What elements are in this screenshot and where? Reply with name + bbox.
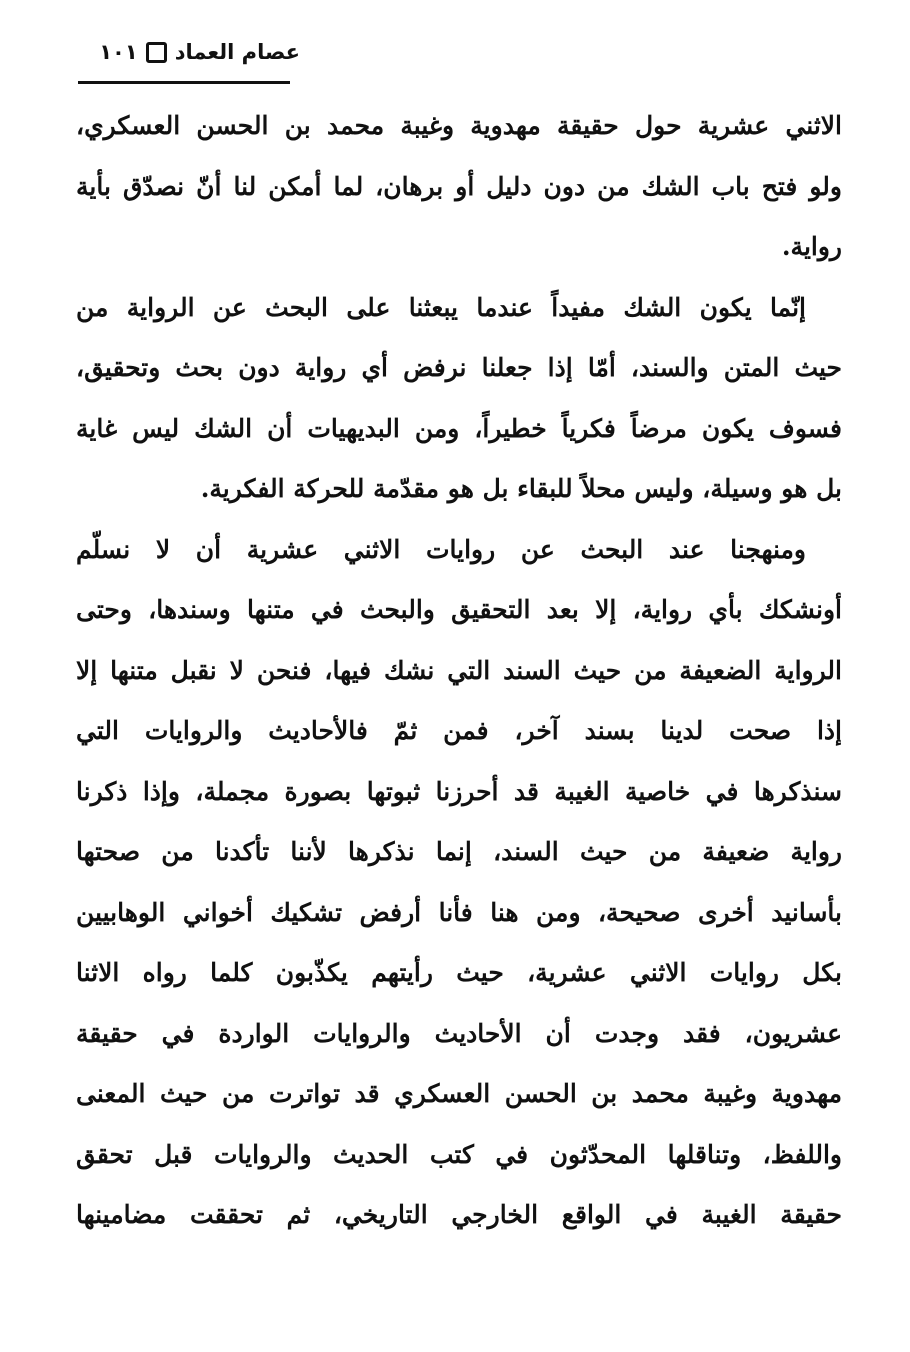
square-separator-icon bbox=[146, 42, 167, 63]
text-line: رواية ضعيفة من حيث السند، إنما نذكرها لأننا تأكدنا من صحتها bbox=[76, 837, 842, 866]
text-line: الرواية الضعيفة من حيث السند التي نشك فيها، فنحن لا نقبل متنها إلا bbox=[76, 655, 842, 685]
header-rule bbox=[78, 81, 290, 84]
text-line: بل هو وسيلة، وليس محلاً للبقاء بل هو مقدّمة للحركة الفكرية. bbox=[200, 474, 842, 503]
text-line: فسوف يكون مرضاً فكرياً خطيراً، ومن البديهيات أن الشك ليس غاية bbox=[76, 413, 842, 443]
text-line: إنّما يكون الشك مفيداً عندما يبعثنا على البحث عن الرواية من bbox=[76, 292, 806, 322]
text-line: ومنهجنا عند البحث عن روايات الاثني عشرية أن لا نسلّم bbox=[76, 534, 806, 564]
text-line: حيث المتن والسند، أمّا إذا جعلنا نرفض أي رواية دون بحث وتحقيق، bbox=[76, 353, 842, 382]
page-body-text bbox=[76, 96, 842, 1246]
text-line: ولو فتح باب الشك من دون دليل أو برهان، لما أمكن لنا أنّ نصدّق بأية bbox=[76, 171, 842, 201]
text-line: إذا صحت لدينا بسند آخر، فمن ثمّ فالأحاديث والروايات التي bbox=[76, 716, 842, 745]
running-header bbox=[78, 40, 300, 64]
text-line: الاثني عشرية حول حقيقة مهدوية وغيبة محمد بن الحسن العسكري، bbox=[76, 111, 842, 140]
text-line: واللفظ، وتناقلها المحدّثون في كتب الحديث والروايات قبل تحقق bbox=[76, 1139, 842, 1169]
text-line: مهدوية وغيبة محمد بن الحسن العسكري قد تواترت من حيث المعنى bbox=[76, 1079, 842, 1108]
text-line: بأسانيد أخرى صحيحة، ومن هنا فأنا أرفض تشكيك أخواني الوهابيين bbox=[76, 897, 842, 927]
text-line: سنذكرها في خاصية الغيبة قد أحرزنا ثبوتها بصورة مجملة، وإذا ذكرنا bbox=[76, 776, 842, 806]
text-line: بكل روايات الاثني عشرية، حيث رأيتهم يكذّبون كلما رواه الاثنا bbox=[76, 958, 842, 987]
text-line: رواية. bbox=[781, 232, 842, 261]
page-number: ١٠١ bbox=[99, 40, 138, 64]
text-line: حقيقة الغيبة في الواقع الخارجي التاريخي، ثم تحققت مضامينها bbox=[76, 1200, 842, 1229]
text-line: أونشكك بأي رواية، إلا بعد التحقيق والبحث في متنها وسندها، وحتى bbox=[76, 595, 842, 624]
text-line: عشريون، فقد وجدت أن الأحاديث والروايات الواردة في حقيقة bbox=[76, 1018, 842, 1048]
header-title: عصام العماد bbox=[174, 40, 300, 64]
